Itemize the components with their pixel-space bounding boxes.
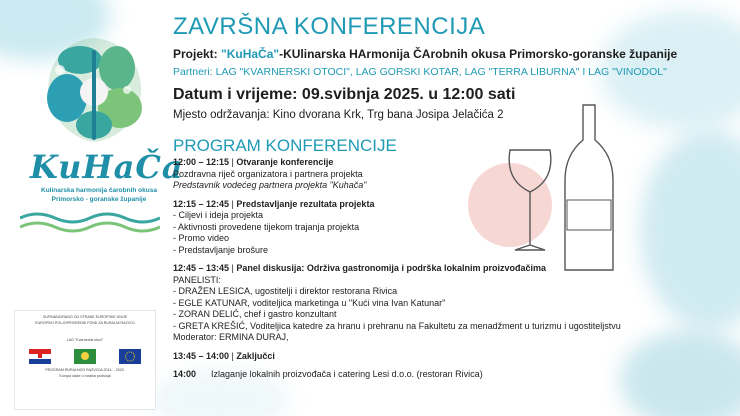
program-item: 14:00 Izlaganje lokalnih proizvođača i catering Lesi d.o.o. (restoran Rivica) (173, 369, 483, 379)
watercolor-wash (640, 130, 740, 330)
program-item: 12:00 – 12:15 | Otvaranje konferencije Pozdravna riječ organizatora i partnera projekta Predstavnik vodećeg partnera projekta "Kuhača" (173, 157, 367, 190)
event-venue: Mjesto održavanja: Kino dvorana Krk, Trg bana Josipa Jelačića 2 (173, 109, 504, 121)
page-title: ZAVRŠNA KONFERENCIJA (173, 13, 486, 40)
program-item: 13:45 – 14:00 | Zaključci (173, 350, 275, 361)
croatia-flag-icon (29, 349, 51, 364)
eu-flag-icon (119, 349, 141, 364)
project-line: Projekt: "KuHaČa"-KUlinarska HArmonija ČArobnih okusa Primorsko-goranske županije (173, 47, 678, 61)
program-item: 12:45 – 13:45 | Panel diskusija: Održiva gastronomija i podrška lokalnim proizvođačima PANELISTI: - DRAŽEN LESICA, ugostitelji i direktor restorana Rivica - EGLE KATUNAR, voditeljica marketinga u "Kući vina Ivan Katunar" - ZORAN DELIĆ, chef i gastro konzultant - GREТA KREŠIĆ, Voditeljica katedre za hranu i prehranu na Fakultetu za menadžment u turizmu i ugostiteljstvu Moderator: ERMINA DURAJ, (173, 263, 621, 342)
event-datetime: Datum i vrijeme: 09.svibnja 2025. u 12:00 sati (173, 86, 516, 103)
program-item: 12:15 – 12:45 | Predstavljanje rezultata projekta - Ciljevi i ideja projekta - Aktivnosti provedene tijekom trajanja projekta - Promo video - Predstavljanje brošure (173, 198, 375, 255)
brand-tagline: Kulinarska harmonija čarobnih okusa Primorsko - goranske županije (41, 187, 157, 203)
kuhaca-logo-icon (22, 30, 167, 150)
program-list (173, 157, 643, 384)
brand-name: KuHaČa (30, 148, 184, 186)
sponsor-box: SUFINANCIRANO OD STRANE EUROPSKE UNIJE EUROPSKI POLJOPRIVREDNI FOND ZA RURALNI RAZVOJ LAG "Kvarnerski otoci" PROGRAM RURALNOG RAZVOJA 2014. - 2020. Europa ulaže u ruralna područja (14, 310, 156, 410)
partners-line: Partneri: LAG "KVARNERSKI OTOCI", LAG GORSKI KOTAR, LAG "TERRA LIBURNA" I LAG "VINODOL" (173, 66, 667, 78)
waves-icon (20, 210, 160, 236)
leader-logo-icon (74, 349, 96, 364)
program-title: PROGRAM KONFERENCIJE (173, 136, 397, 155)
